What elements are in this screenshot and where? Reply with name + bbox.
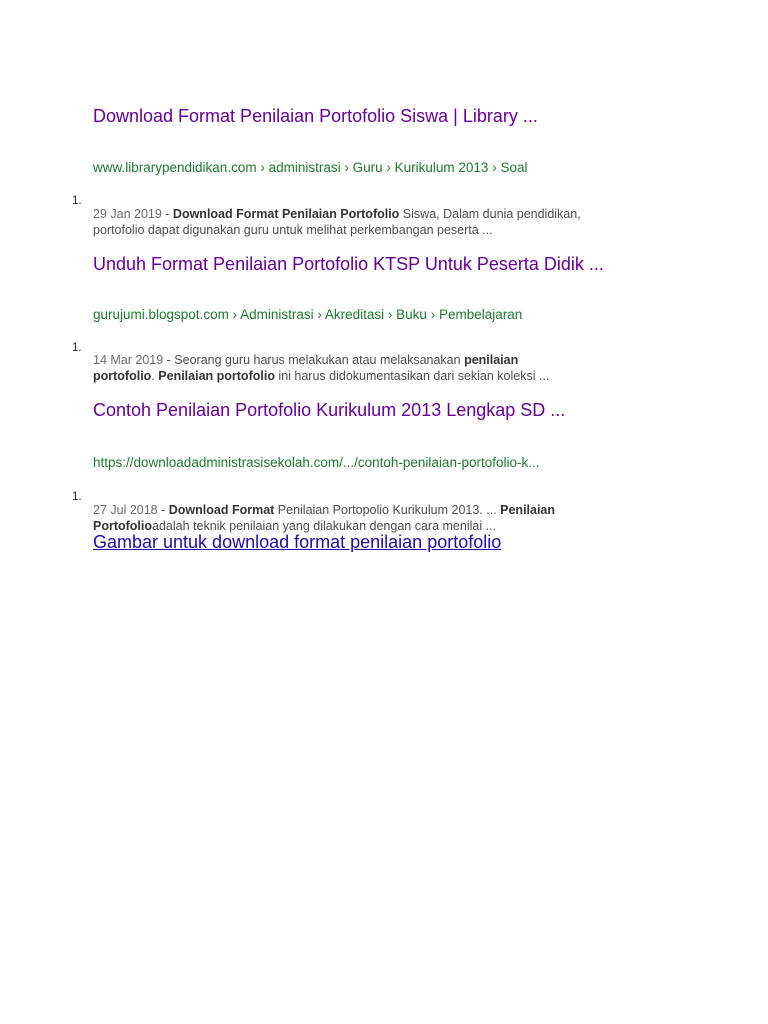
snippet-keyword: portofolio <box>93 369 152 383</box>
snippet-text: adalah teknik penilaian yang dilakukan dengan cara menilai ... <box>152 519 496 533</box>
url-segment[interactable]: www.librarypendidikan.com <box>93 160 257 175</box>
snippet-text: . <box>151 369 159 383</box>
url-segment[interactable]: https://downloadadministrasisekolah.com/.../contoh-penilaian-portofolio-k... <box>93 455 540 470</box>
url-segment[interactable]: Pembelajaran <box>438 307 523 322</box>
snippet-text: - Seorang guru harus melakukan atau melaksanakan <box>163 353 465 367</box>
snippet-text: Penilaian Portopolio Kurikulum 2013. ... <box>274 503 501 517</box>
result-date: 14 Mar 2019 <box>93 353 164 367</box>
result-date: 27 Jul 2018 <box>93 503 158 517</box>
snippet-line <box>93 222 653 238</box>
snippet-text: Siswa, Dalam dunia pendidikan, <box>399 207 581 221</box>
snippet-keyword: Penilaian <box>500 503 556 517</box>
result-snippet <box>93 206 653 238</box>
result-date: 29 Jan 2019 <box>93 207 162 221</box>
result-title-link[interactable]: Unduh Format Penilaian Portofolio KTSP Untuk Peserta Didik ... <box>93 254 604 274</box>
snippet-line <box>93 502 653 518</box>
snippet-text: - <box>157 503 169 517</box>
breadcrumb-separator: › <box>313 307 325 322</box>
snippet-text: portofolio dapat digunakan guru untuk melihat perkembangan peserta ... <box>93 223 493 237</box>
result-url-breadcrumb[interactable] <box>93 454 539 472</box>
snippet-line <box>93 352 653 368</box>
breadcrumb-separator: › <box>488 160 501 175</box>
url-segment[interactable]: Soal <box>500 160 528 175</box>
snippet-keyword: Download Format Penilaian Portofolio <box>172 207 400 221</box>
breadcrumb-separator: › <box>426 307 439 322</box>
url-segment[interactable]: Guru <box>352 160 383 175</box>
breadcrumb-separator: › <box>340 160 353 175</box>
snippet-keyword: Portofolio <box>93 519 153 533</box>
result-title-link[interactable]: Contoh Penilaian Portofolio Kurikulum 2013 Lengkap SD ... <box>93 400 566 420</box>
breadcrumb-separator: › <box>384 307 397 322</box>
image-results-link[interactable]: Gambar untuk download format penilaian portofolio <box>93 532 502 552</box>
snippet-text: - <box>161 207 173 221</box>
list-number: 1. <box>72 491 82 503</box>
snippet-line <box>93 206 653 222</box>
url-segment[interactable]: administrasi <box>268 160 341 175</box>
snippet-keyword: penilaian <box>464 353 519 367</box>
url-segment[interactable]: Kurikulum 2013 <box>394 160 489 175</box>
result-url-breadcrumb[interactable] <box>93 159 527 177</box>
url-segment[interactable]: Akreditasi <box>324 307 385 322</box>
result-title-link[interactable]: Download Format Penilaian Portofolio Siswa | Library ... <box>93 106 538 126</box>
result-snippet <box>93 502 653 534</box>
list-number: 1. <box>72 195 82 207</box>
list-number: 1. <box>72 342 82 354</box>
url-segment[interactable]: Administrasi <box>240 307 314 322</box>
result-snippet <box>93 352 653 384</box>
breadcrumb-separator: › <box>382 160 395 175</box>
snippet-keyword: Download Format <box>168 503 275 517</box>
breadcrumb-separator: › <box>228 307 241 322</box>
url-segment[interactable]: gurujumi.blogspot.com <box>93 307 229 322</box>
url-segment[interactable]: Buku <box>396 307 427 322</box>
snippet-line <box>93 368 653 384</box>
breadcrumb-separator: › <box>256 160 269 175</box>
result-url-breadcrumb[interactable] <box>93 306 522 324</box>
snippet-keyword: Penilaian portofolio <box>158 369 275 383</box>
snippet-text: ini harus didokumentasikan dari sekian koleksi ... <box>274 369 550 383</box>
